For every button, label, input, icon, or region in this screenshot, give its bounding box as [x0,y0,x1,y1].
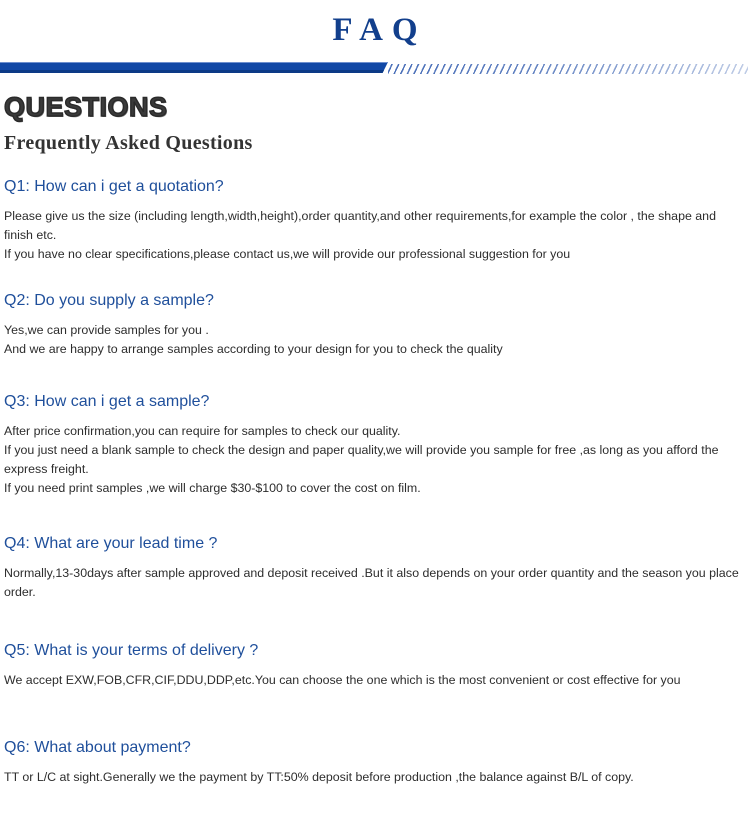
faq-answer-line: After price confirmation,you can require for samples to check our quality. [4,424,401,438]
section-heading: QUESTIONS [4,92,168,122]
faq-answer [4,207,748,264]
faq-item-q5 [4,641,748,690]
faq-item-q1 [4,177,748,264]
header-decorative-band [0,62,750,76]
faq-item-q6 [4,738,748,787]
faq-answer [4,671,748,690]
header-diagonal-stripes [388,64,748,74]
section-subtitle: Frequently Asked Questions [4,132,253,154]
faq-question: Q2: Do you supply a sample? [4,292,214,309]
header-thin-line [0,62,388,63]
faq-answer-line: If you just need a blank sample to check the design and paper quality,we will provide you sample for free ,as long as you afford the express freight. [4,443,719,476]
faq-question: Q1: How can i get a quotation? [4,178,224,195]
faq-answer-line: TT or L/C at sight.Generally we the payment by TT:50% deposit before production ,the balance against B/L of copy. [4,770,634,784]
faq-item-q2 [4,291,748,359]
faq-answer-line: We accept EXW,FOB,CFR,CIF,DDU,DDP,etc.You can choose the one which is the most convenient or cost effective for you [4,673,681,687]
faq-question: Q4: What are your lead time ? [4,535,218,552]
faq-answer [4,422,748,498]
faq-answer-line: Please give us the size (including length,width,height),order quantity,and other requirements,for example the color , the shape and finish etc. [4,209,716,242]
page-title: FAQ [332,12,427,48]
faq-item-q3 [4,392,748,498]
faq-answer-line: If you need print samples ,we will charge $30-$100 to cover the cost on film. [4,481,421,495]
faq-answer [4,321,748,359]
faq-answer [4,768,748,787]
faq-question: Q3: How can i get a sample? [4,393,210,410]
faq-question: Q5: What is your terms of delivery ? [4,642,259,659]
faq-answer-line: And we are happy to arrange samples according to your design for you to check the quality [4,342,503,356]
faq-answer-line: If you have no clear specifications,please contact us,we will provide our professional suggestion for you [4,247,571,261]
header-blue-bar [0,62,388,73]
faq-item-q4 [4,534,748,602]
faq-answer-line: Yes,we can provide samples for you . [4,323,209,337]
faq-question: Q6: What about payment? [4,739,191,756]
faq-answer-line: Normally,13-30days after sample approved and deposit received .But it also depends on your order quantity and the season you place order. [4,566,739,599]
faq-answer [4,564,748,602]
